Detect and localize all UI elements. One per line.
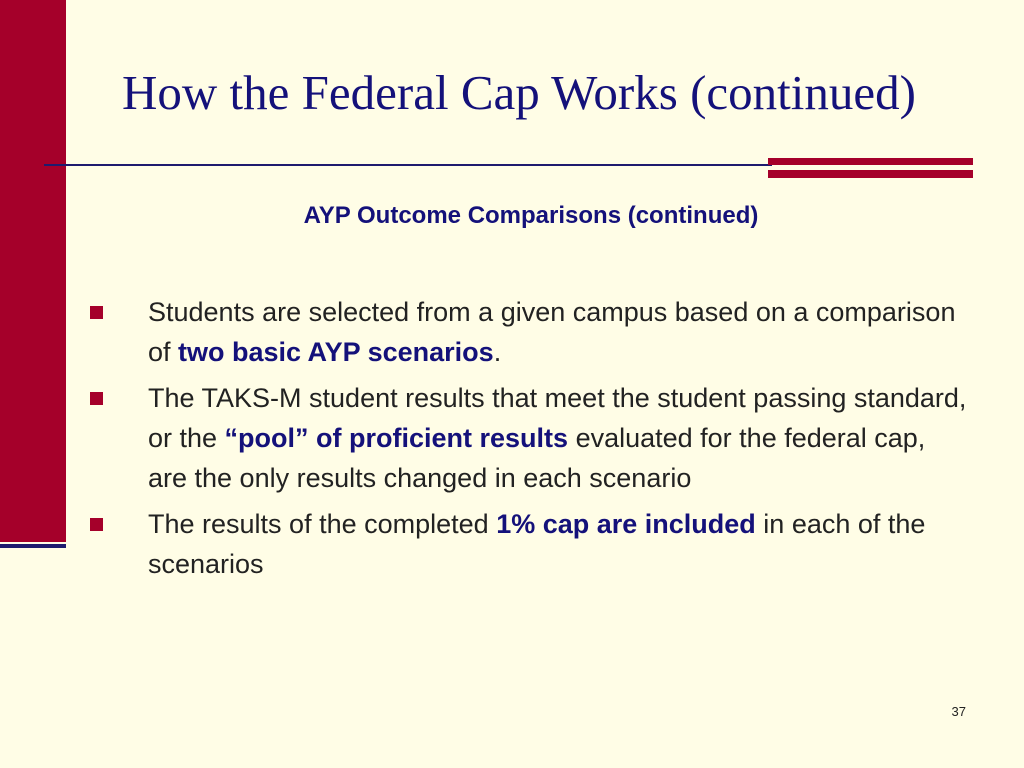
square-bullet-icon: [90, 392, 103, 405]
slide-number: 37: [951, 704, 966, 719]
title-accent-bars: [768, 158, 973, 178]
bullet-text: The results of the completed: [148, 509, 497, 539]
slide-subtitle: AYP Outcome Comparisons (continued): [303, 202, 759, 229]
bullet-text: The TAKS-M student results that meet the student passing standard, or the: [148, 383, 967, 453]
left-accent-band: [0, 0, 66, 542]
bullet-text-end: .: [493, 337, 502, 367]
accent-bar-top: [768, 158, 973, 165]
title-divider: [44, 164, 772, 166]
bullet-text: Students are selected from a given campus based on a comparison of: [148, 297, 956, 367]
square-bullet-icon: [90, 518, 103, 531]
bullet-emphasis: 1% cap are included: [496, 509, 756, 539]
bullet-text-end: evaluated for the federal cap, are the only results changed in each scenario: [148, 423, 926, 493]
bullet-emphasis: two basic AYP scenarios: [178, 337, 494, 367]
bullet-item: [90, 378, 970, 498]
slide-title: How the Federal Cap Works (continued): [122, 65, 916, 120]
accent-bar-bottom: [768, 170, 973, 178]
bullet-emphasis: “pool” of proficient results: [224, 423, 569, 453]
bullet-list: [90, 292, 970, 590]
left-accent-rule: [0, 544, 66, 548]
square-bullet-icon: [90, 306, 103, 319]
bullet-item: [90, 292, 970, 372]
bullet-text-end: in each of the scenarios: [148, 509, 926, 579]
bullet-item: [90, 504, 970, 584]
